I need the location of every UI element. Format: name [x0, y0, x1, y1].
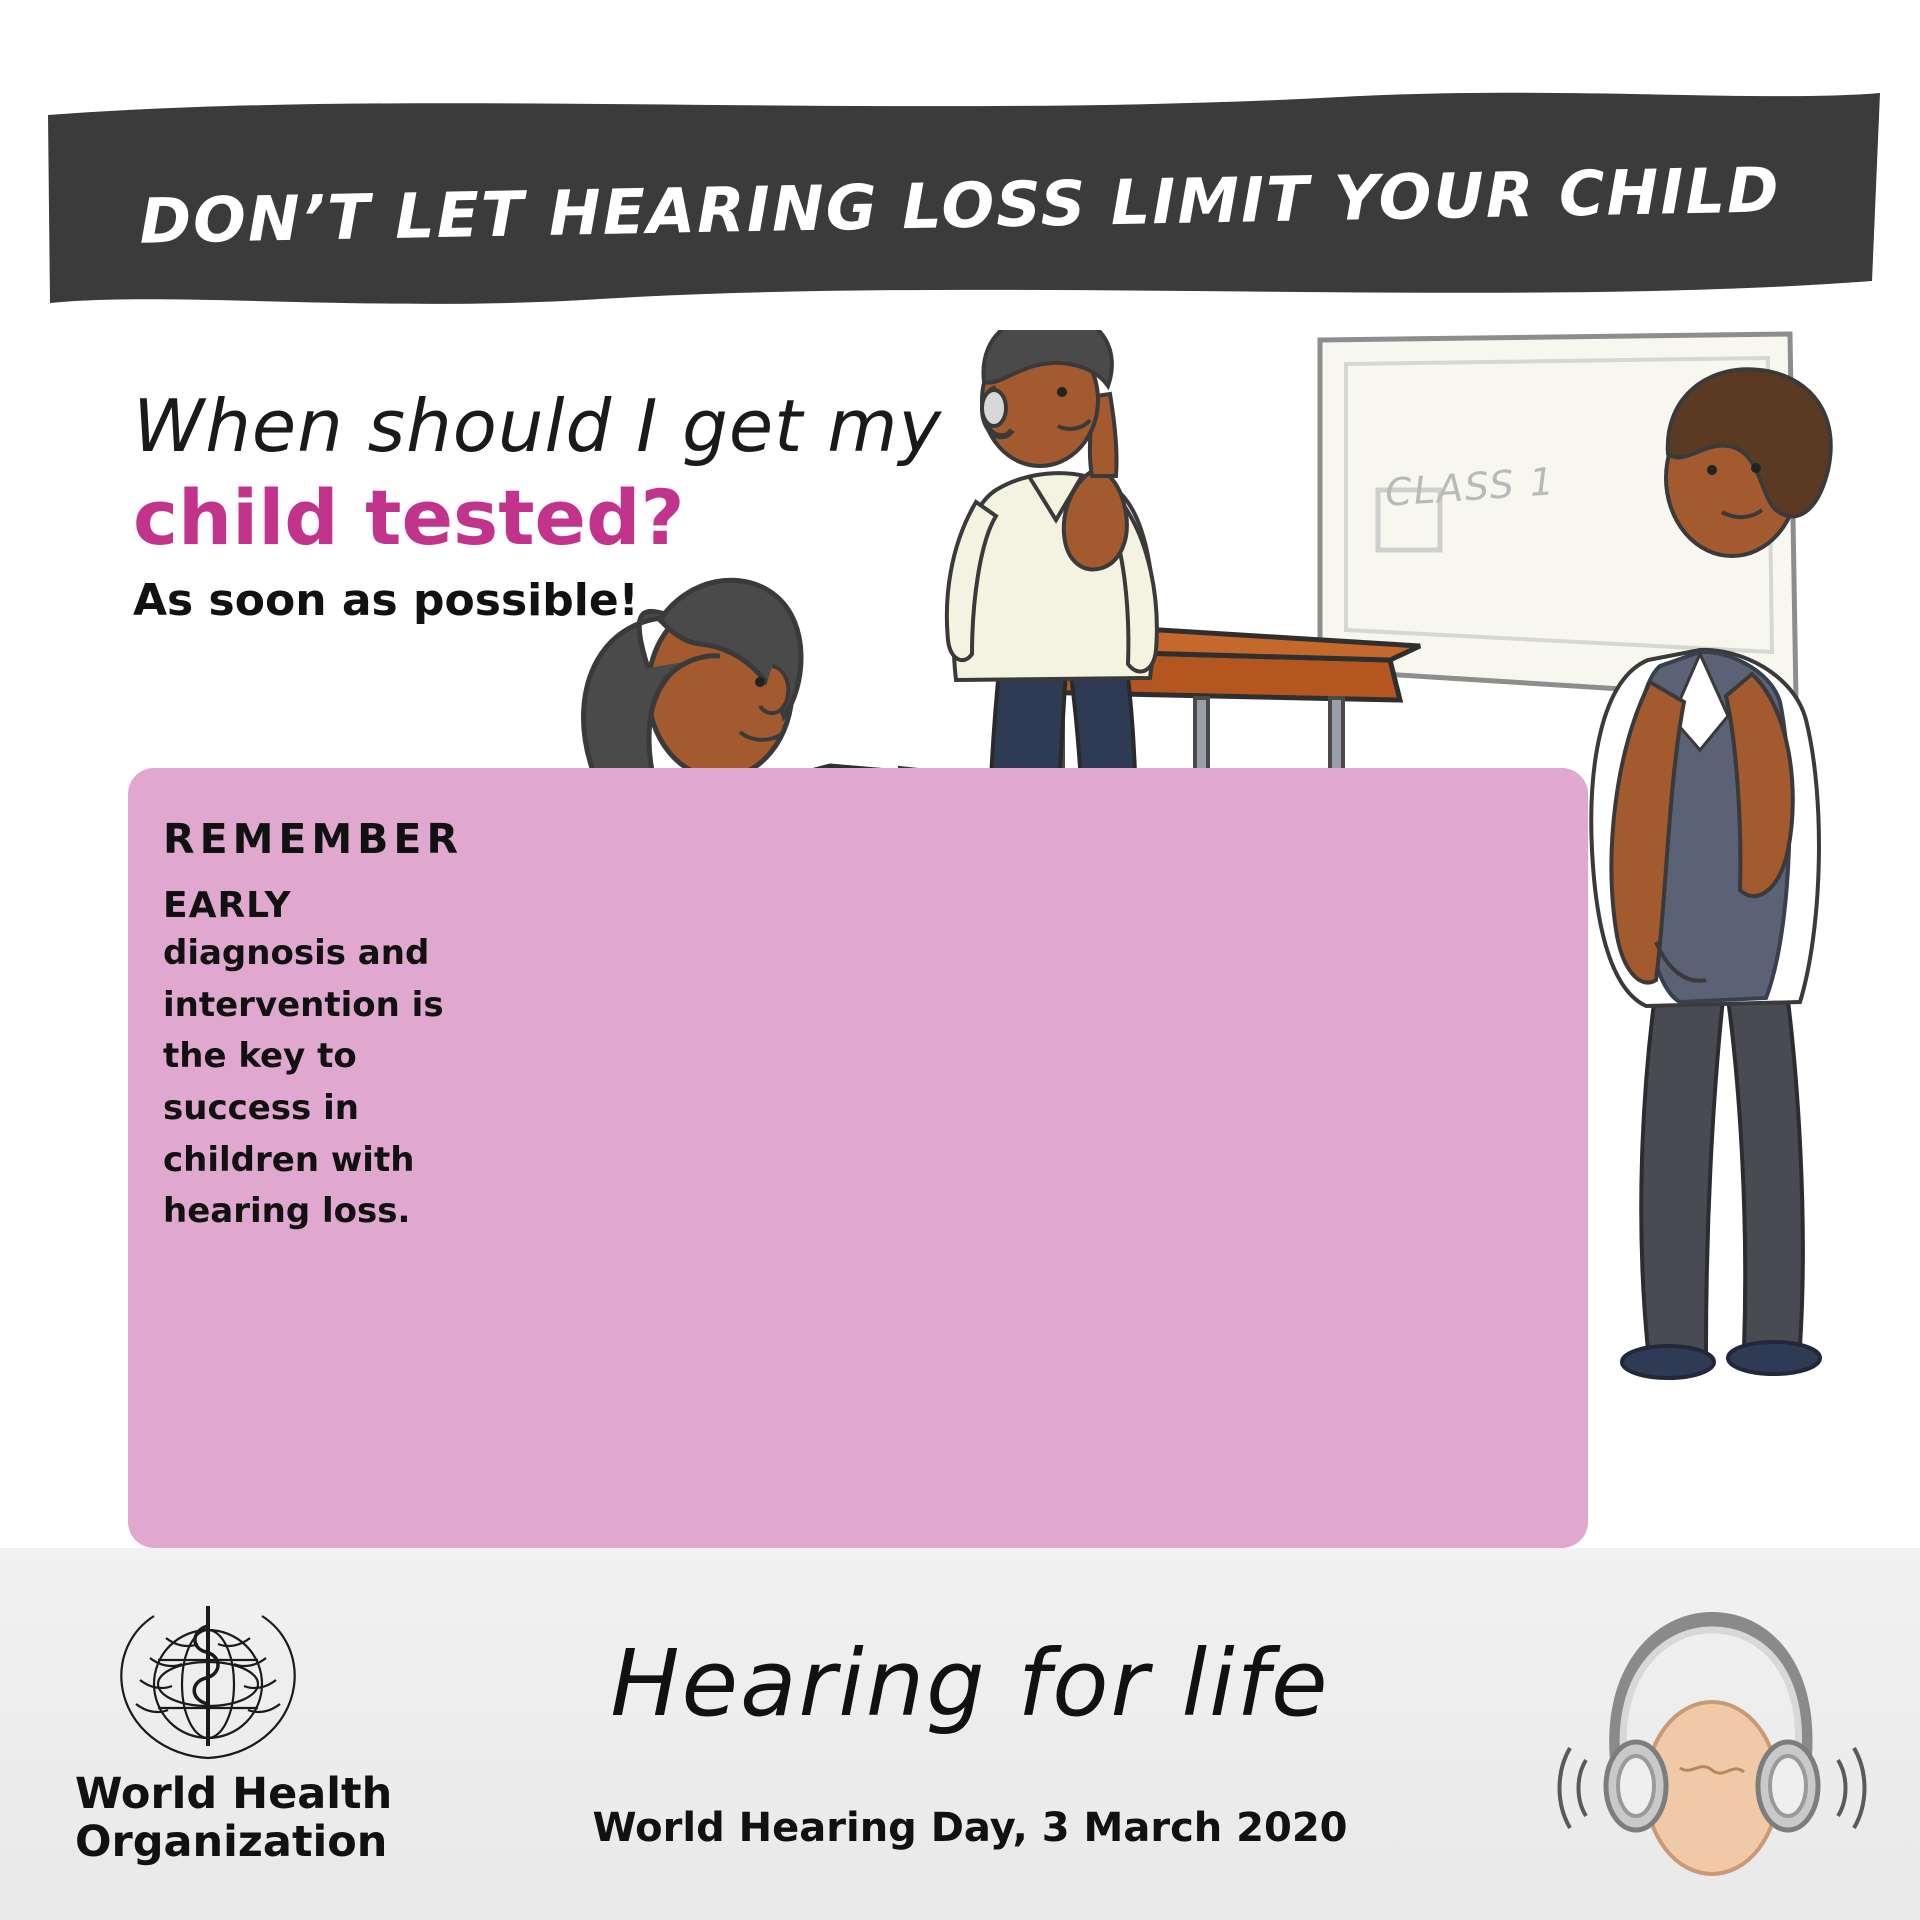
whiteboard-text: CLASS 1: [1383, 459, 1558, 515]
headline-line-1: When should I get my: [133, 384, 943, 468]
who-line-2: Organization: [75, 1817, 388, 1868]
remember-emphasis: EARLY: [163, 885, 292, 926]
headline-line-3: As soon as possible!: [133, 575, 639, 627]
headline-block: [133, 384, 1153, 628]
egg-with-headphones-icon: [1540, 1610, 1870, 1890]
remember-text-block: [163, 815, 513, 1238]
who-emblem: [88, 1600, 328, 1780]
remember-title: REMEMBER: [163, 815, 464, 863]
banner: [0, 85, 1920, 325]
who-line-1: World Health: [75, 1769, 393, 1819]
headline-line-2: child tested?: [133, 473, 685, 562]
who-wordmark: [75, 1770, 392, 1866]
banner-headline: DON’T LET HEARING LOSS LIMIT YOUR CHILD: [138, 152, 1782, 258]
campaign-slogan: Hearing for life: [610, 1630, 1330, 1737]
remember-body: diagnosis and intervention is the key to success in children with hearing loss.: [163, 933, 444, 1232]
campaign-event: World Hearing Day, 3 March 2020: [592, 1805, 1348, 1851]
